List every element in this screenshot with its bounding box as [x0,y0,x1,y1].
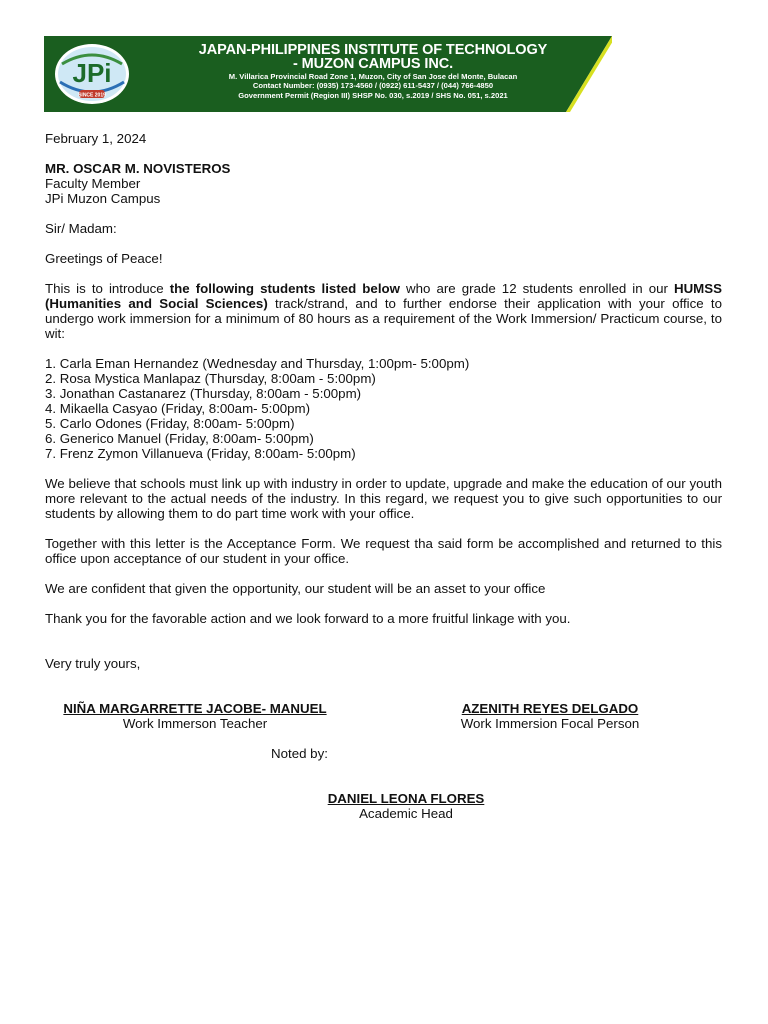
academic-head-title: Academic Head [359,806,453,821]
school-name-line2: - MUZON CAMPUS INC. [292,56,453,72]
teacher-title: Work Immerson Teacher [122,716,268,731]
recipient-name: MR. OSCAR M. NOVISTEROS [45,161,231,176]
closing: Very truly yours, [45,656,141,671]
school-name-line1: JAPAN-PHILIPPINES INSTITUTE OF TECHNOLOGY [198,42,548,58]
greeting: Greetings of Peace! [45,251,163,266]
noted-by-label: Noted by: [271,746,328,761]
school-name [138,43,608,71]
academic-head [45,791,767,821]
signatory-teacher [45,701,345,731]
letter-body [45,131,722,821]
confidence-paragraph: We are confident that given the opportunity, our student will be an asset to your office [45,581,546,596]
intro-bold-2: HUMSS (Humanities and Social Sciences) [45,281,722,311]
focal-person-name: AZENITH REYES DELGADO [461,701,639,716]
teacher-name: NIÑA MARGARRETTE JACOBE- MANUEL [63,701,327,716]
intro-bold-1: the following students listed below [169,281,400,296]
academic-head-name: DANIEL LEONA FLORES [327,791,485,806]
letter-date: February 1, 2024 [45,131,147,146]
student-item: 7. Frenz Zymon Villanueva (Friday, 8:00am- 5:00pm) [45,446,356,461]
recipient-office: JPi Muzon Campus [45,191,161,206]
school-header-banner [44,36,612,112]
school-contact: Contact Number: (0935) 173-4560 / (0922) 611-5437 / (044) 766-4850 [252,81,494,91]
acceptance-form-paragraph: Together with this letter is the Acceptance Form. We request tha said form be accomplished and returned to this office upon acceptance of our student in your office. [45,536,722,566]
noted-by-row [45,746,722,761]
signatories [45,701,722,746]
student-item: 4. Mikaella Casyao (Friday, 8:00am- 5:00pm) [45,401,311,416]
thanks-paragraph: Thank you for the favorable action and we look forward to a more fruitful linkage with you. [45,611,571,626]
logo-text: JPi [72,58,112,88]
salutation: Sir/ Madam: [45,221,117,236]
signatory-focal-person [430,701,670,731]
school-address: M. Villarica Provincial Road Zone 1, Muzon, City of San Jose del Monte, Bulacan [228,72,518,81]
student-item: 3. Jonathan Castanarez (Thursday, 8:00am - 5:00pm) [45,386,362,401]
recipient-position: Faculty Member [45,176,141,191]
focal-person-title: Work Immersion Focal Person [460,716,640,731]
student-item: 6. Generico Manuel (Friday, 8:00am- 5:00pm) [45,431,314,446]
school-permit: Government Permit (Region III) SHSP No. 030, s.2019 / SHS No. 051, s.2021 [238,90,508,100]
intro-text-1: This is to introduce [45,281,170,296]
school-details [138,72,608,100]
logo-since: SINCE 2019 [78,92,106,99]
intro-text-3: track/strand, and to further endorse their application with your office to undergo work immersion for a minimum of 80 hours as a requirement of the Work Immersion/ Practicum course, to wit: [45,296,722,341]
intro-paragraph [45,281,722,341]
industry-paragraph: We believe that schools must link up with industry in order to update, upgrade and make the education of our youth more relevant to the actual needs of the industry. In this regard, we request you to give such opportunities to our students by allowing them to do part time work with your office. [45,476,722,521]
student-item: 5. Carlo Odones (Friday, 8:00am- 5:00pm) [45,416,295,431]
school-logo [52,42,132,106]
student-item: 1. Carla Eman Hernandez (Wednesday and Thursday, 1:00pm- 5:00pm) [45,356,470,371]
student-list [45,356,722,461]
student-item: 2. Rosa Mystica Manlapaz (Thursday, 8:00am - 5:00pm) [45,371,376,386]
intro-text-2: who are grade 12 students enrolled in our [400,281,674,296]
